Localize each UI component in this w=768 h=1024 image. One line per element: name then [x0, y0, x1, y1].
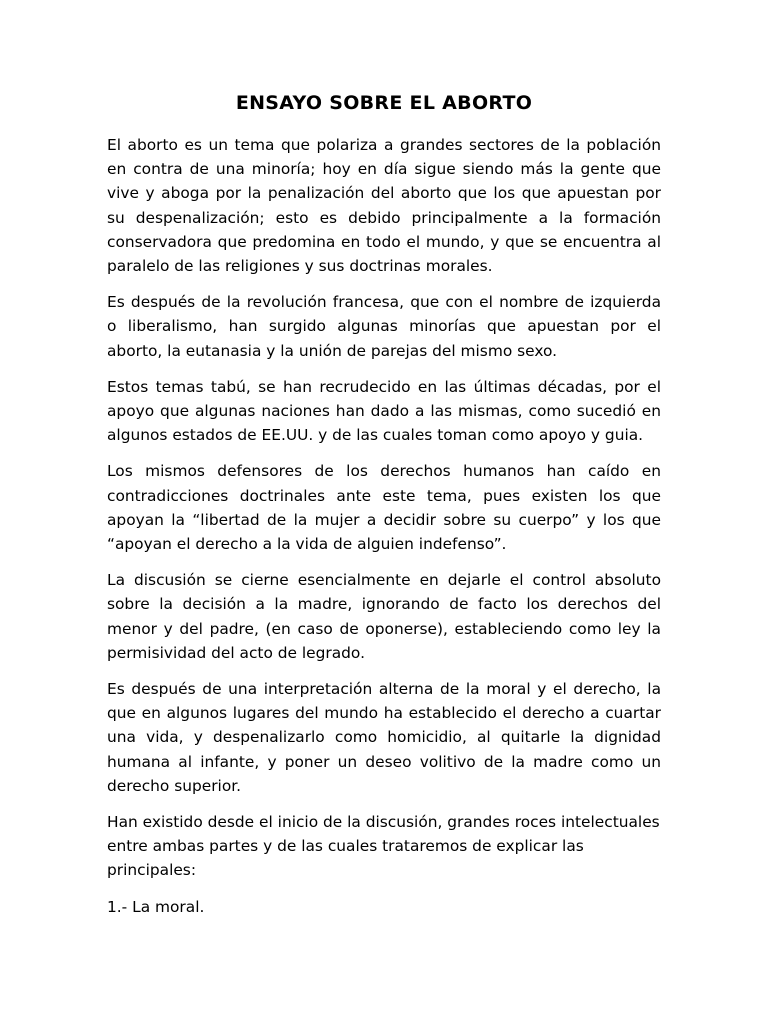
paragraph-6: Es después de una interpretación alterna de la moral y el derecho, la que en algunos lugares del mundo ha establecido el derecho a cuartar una vida, y despenalizarlo como homicidio, al quitarle la dignidad humana al infante, y poner un deseo volitivo de la madre como un derecho superior.	[107, 680, 661, 795]
section-heading-moral: 1.- La moral.	[107, 897, 205, 916]
paragraph-2: Es después de la revolución francesa, que con el nombre de izquierda o liberalismo, han surgido algunas minorías que apuestan por el aborto, la eutanasia y la unión de parejas del mismo sexo.	[107, 293, 661, 360]
paragraph-4: Los mismos defensores de los derechos humanos han caído en contradicciones doctrinales ante este tema, pues existen los que apoyan la “libertad de la mujer a decidir sobre su cuerpo” y los que “apoyan el derecho a la vida de alguien indefenso”.	[107, 462, 661, 554]
paragraph-5: La discusión se cierne esencialmente en dejarle el control absoluto sobre la decisión a la madre, ignorando de facto los derechos del menor y del padre, (en caso de oponerse), estableciendo como ley la permisividad del acto de legrado.	[107, 571, 661, 662]
paragraph-3: Estos temas tabú, se han recrudecido en las últimas décadas, por el apoyo que algunas naciones han dado a las mismas, como sucedió en algunos estados de EE.UU. y de las cuales toman como apoyo y guia.	[107, 377, 661, 445]
document-body	[107, 133, 661, 931]
paragraph-1: El aborto es un tema que polariza a grandes sectores de la población en contra de una minoría; hoy en día sigue siendo más la gente que vive y aboga por la penalización del aborto que los que apuestan por su despenalización; esto es debido principalmente a la formación conservadora que predomina en todo el mundo, y que se encuentra al paralelo de las religiones y sus doctrinas morales.	[107, 136, 661, 276]
document-title: ENSAYO SOBRE EL ABORTO	[235, 92, 533, 114]
paragraph-7: Han existido desde el inicio de la discusión, grandes roces intelectuales entre ambas partes y de las cuales trataremos de explicar las principales:	[107, 813, 660, 880]
